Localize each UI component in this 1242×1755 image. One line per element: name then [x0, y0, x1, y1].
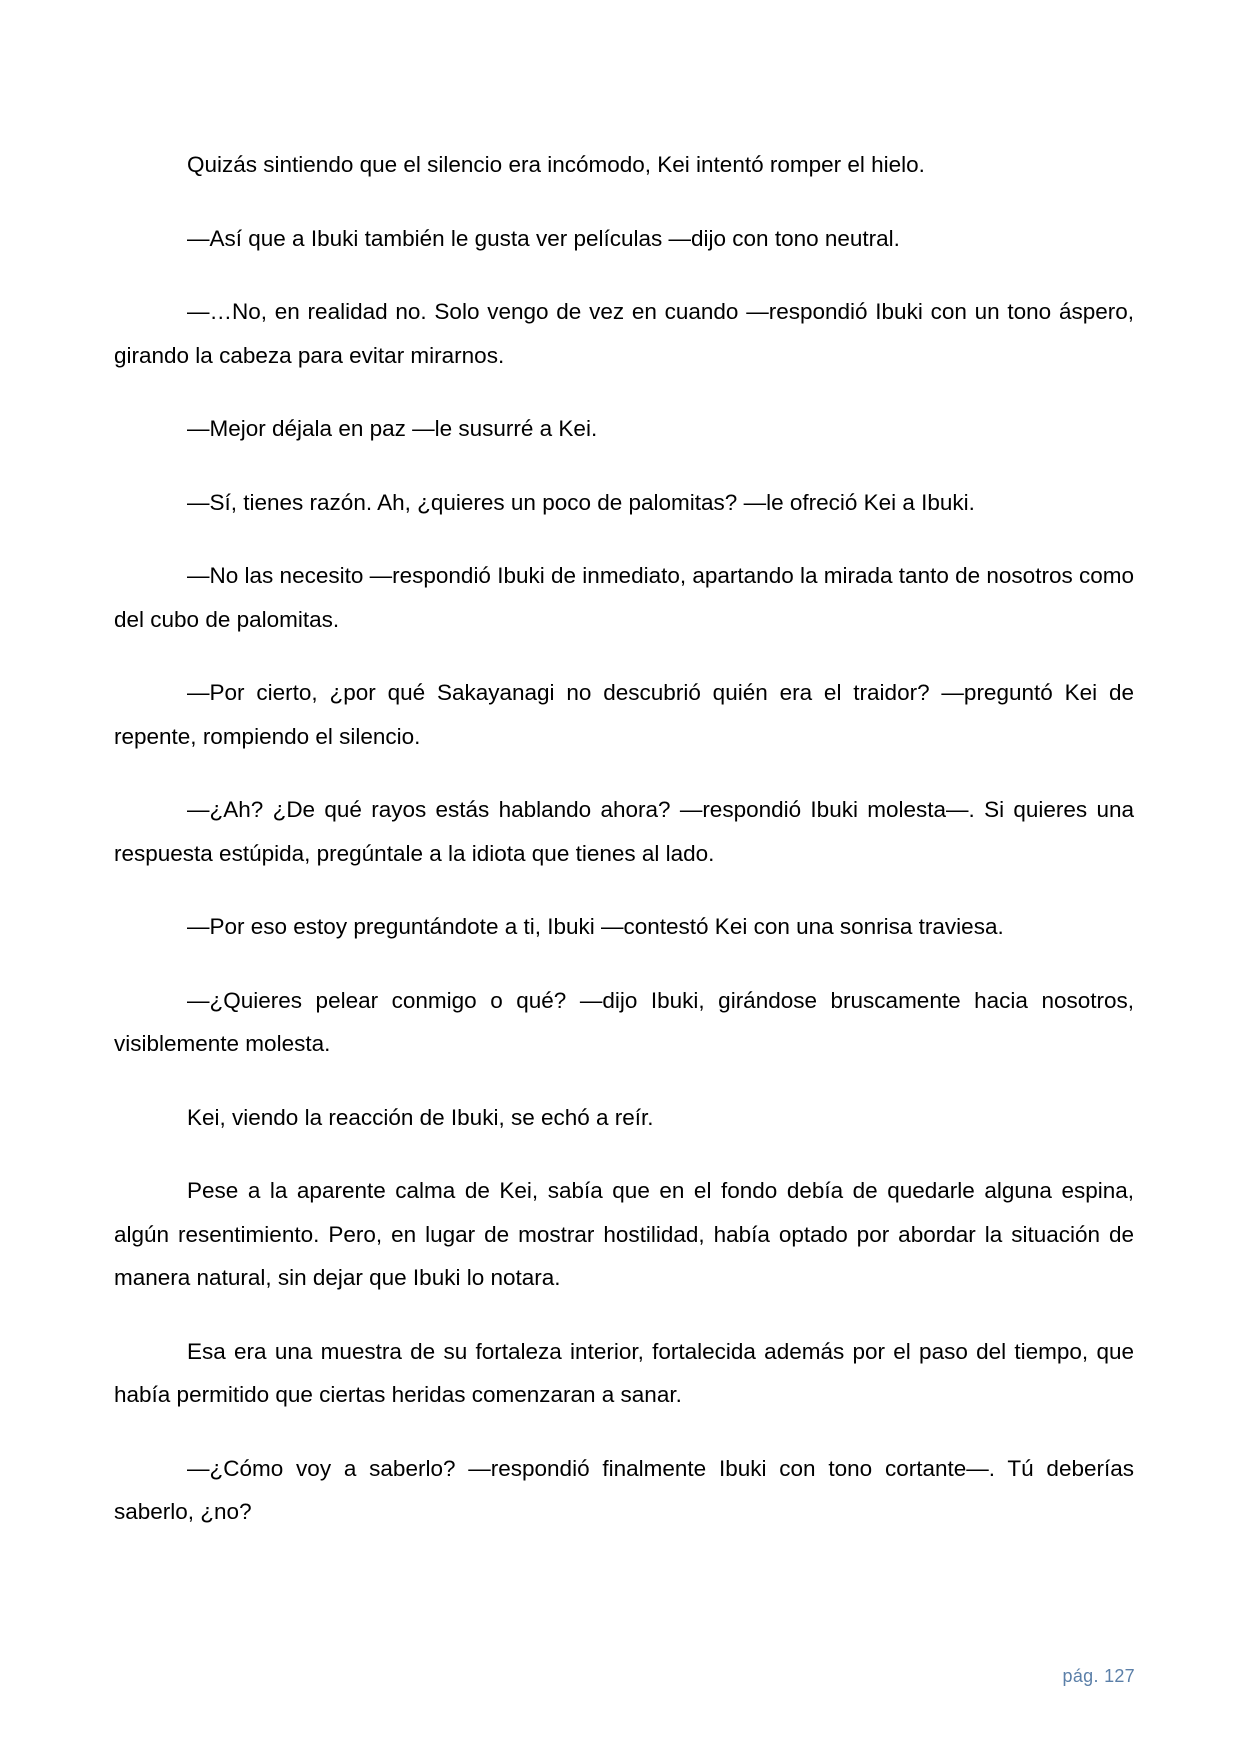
paragraph-6: —No las necesito —respondió Ibuki de inmediato, apartando la mirada tanto de nosotros como del cubo de palomitas.: [114, 563, 1134, 632]
paragraph-3: —…No, en realidad no. Solo vengo de vez en cuando —respondió Ibuki con un tono áspero, girando la cabeza para evitar mirarnos.: [114, 299, 1134, 368]
paragraph-10: —¿Quieres pelear conmigo o qué? —dijo Ibuki, girándose bruscamente hacia nosotros, visiblemente molesta.: [114, 987, 1134, 1056]
paragraph-9: —Por eso estoy preguntándote a ti, Ibuki —contestó Kei con una sonrisa traviesa.: [187, 914, 1004, 939]
paragraph-13: Esa era una muestra de su fortaleza interior, fortalecida además por el paso del tiempo, que había permitido que ciertas heridas comenzaran a sanar.: [114, 1338, 1134, 1407]
paragraph-12: Pese a la aparente calma de Kei, sabía que en el fondo debía de quedarle alguna espina, algún resentimiento. Pero, en lugar de mostrar hostilidad, había optado por abordar la situación de manera natural, sin dejar que Ibuki lo notara.: [114, 1178, 1134, 1290]
paragraph-4: —Mejor déjala en paz —le susurré a Kei.: [187, 416, 598, 441]
paragraph-8: —¿Ah? ¿De qué rayos estás hablando ahora? —respondió Ibuki molesta—. Si quieres una respuesta estúpida, pregúntale a la idiota que tienes al lado.: [114, 797, 1134, 866]
body-text: [114, 143, 1134, 1564]
paragraph-11: Kei, viendo la reacción de Ibuki, se echó a reír.: [187, 1104, 654, 1130]
page-number: pág. 127: [1062, 1666, 1135, 1686]
paragraph-1: Quizás sintiendo que el silencio era incómodo, Kei intentó romper el hielo.: [187, 152, 925, 177]
paragraph-5: —Sí, tienes razón. Ah, ¿quieres un poco de palomitas? —le ofreció Kei a Ibuki.: [187, 489, 975, 515]
paragraph-7: —Por cierto, ¿por qué Sakayanagi no descubrió quién era el traidor? —preguntó Kei de repente, rompiendo el silencio.: [114, 680, 1134, 749]
paragraph-14: —¿Cómo voy a saberlo? —respondió finalmente Ibuki con tono cortante—. Tú deberías saberlo, ¿no?: [114, 1455, 1134, 1524]
paragraph-2: —Así que a Ibuki también le gusta ver películas —dijo con tono neutral.: [187, 225, 900, 251]
